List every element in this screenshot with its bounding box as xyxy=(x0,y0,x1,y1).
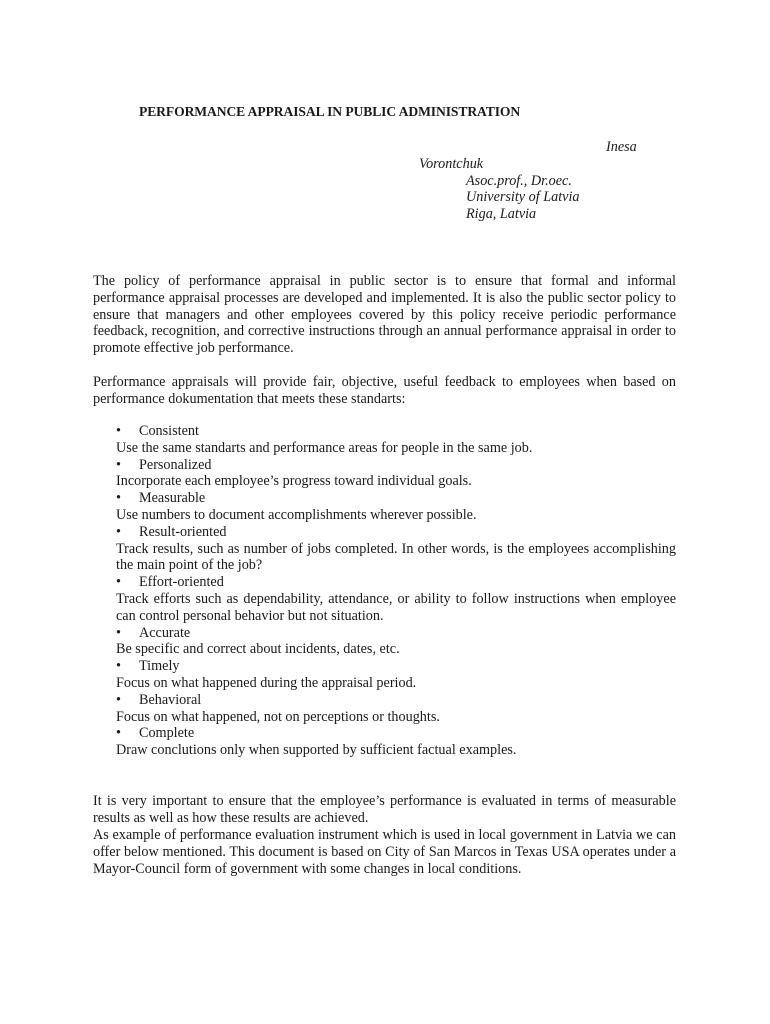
standard-description: Focus on what happened during the appraisal period. xyxy=(116,674,417,691)
closing-paragraph-1: It is very important to ensure that the employee’s performance is evaluated in terms of measurable results as well as how these results are achieved. xyxy=(93,793,676,826)
list-item xyxy=(93,457,676,491)
standard-name: Measurable xyxy=(139,490,206,507)
standard-description: Draw conclutions only when supported by sufficient factual examples. xyxy=(116,742,517,759)
standard-name: Accurate xyxy=(139,624,191,641)
bullet-icon: • xyxy=(116,490,121,507)
list-item xyxy=(93,692,676,726)
author-institution: University of Latvia xyxy=(466,189,580,205)
standard-description: Focus on what happened, not on perceptions or thoughts. xyxy=(116,708,440,725)
author-position: Asoc.prof., Dr.oec. xyxy=(466,173,572,189)
standard-description: Incorporate each employee’s progress toward individual goals. xyxy=(116,473,472,490)
bullet-icon: • xyxy=(116,523,121,540)
bullet-icon: • xyxy=(116,658,121,675)
standard-name: Timely xyxy=(139,658,180,675)
standard-name: Effort-oriented xyxy=(139,574,224,591)
standard-name: Behavioral xyxy=(139,691,202,708)
bullet-icon: • xyxy=(116,423,121,439)
standards-intro-paragraph: Performance appraisals will provide fair, objective, useful feedback to employees when based on performance dokumentation that meets these standarts: xyxy=(93,374,676,407)
list-item xyxy=(93,423,676,457)
standard-name: Consistent xyxy=(139,423,199,439)
document-title: PERFORMANCE APPRAISAL IN PUBLIC ADMINISTRATION xyxy=(139,104,521,119)
standard-description: Be specific and correct about incidents, dates, etc. xyxy=(116,641,400,658)
intro-paragraph: The policy of performance appraisal in public sector is to ensure that formal and informal performance appraisal processes are developed and implemented. It is also the public sector policy to ensure that managers and other employees covered by this policy receive periodic performance feedback, recognition, and corrective instructions through an annual performance appraisal in order to promote effective job performance. xyxy=(93,273,676,357)
list-item xyxy=(93,524,676,574)
list-item xyxy=(93,625,676,659)
standard-name: Complete xyxy=(139,725,195,742)
author-location: Riga, Latvia xyxy=(466,206,537,222)
standards-list xyxy=(93,423,676,759)
standard-name: Personalized xyxy=(139,456,212,473)
standard-description: Use the same standarts and performance areas for people in the same job. xyxy=(116,439,533,456)
bullet-icon: • xyxy=(116,456,121,473)
author-first-name: Inesa xyxy=(606,139,637,155)
closing-paragraph-2: As example of performance evaluation instrument which is used in local government in Latvia we can offer below mentioned. This document is based on City of San Marcos in Texas USA operates under a Mayor-Council form of government with some changes in local conditions. xyxy=(93,827,676,877)
standard-name: Result-oriented xyxy=(139,523,227,540)
list-item xyxy=(93,725,676,759)
bullet-icon: • xyxy=(116,725,121,742)
bullet-icon: • xyxy=(116,691,121,708)
author-last-name: Vorontchuk xyxy=(419,156,484,172)
standard-description: Use numbers to document accomplishments wherever possible. xyxy=(116,506,477,523)
list-item xyxy=(93,574,676,624)
list-item xyxy=(93,658,676,692)
list-item xyxy=(93,490,676,524)
bullet-icon: • xyxy=(116,574,121,591)
standard-description: Track results, such as number of jobs completed. In other words, is the employees accomplishing the main point of the job? xyxy=(116,540,676,574)
bullet-icon: • xyxy=(116,624,121,641)
standard-description: Track efforts such as dependability, attendance, or ability to follow instructions when employee can control personal behavior but not situation. xyxy=(116,590,676,624)
